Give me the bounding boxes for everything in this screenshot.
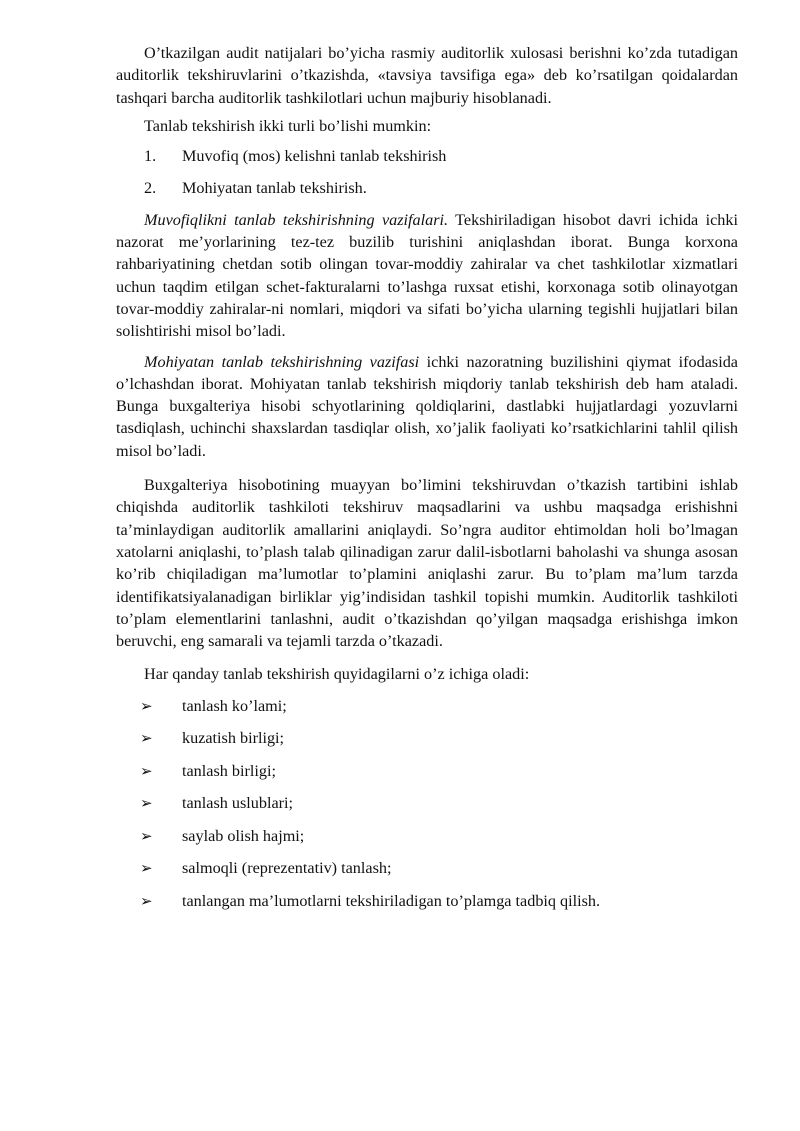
list-item-text: saylab olish hajmi; <box>182 826 305 845</box>
arrow-bullet-icon: ➢ <box>140 729 153 748</box>
arrow-bullet-icon: ➢ <box>140 891 153 910</box>
list-item-text: tanlash uslublari; <box>182 794 294 813</box>
list-item <box>116 145 738 167</box>
list-item <box>116 177 738 199</box>
sampling-components-list <box>116 695 738 912</box>
list-item-text: Muvofiq (mos) kelishni tanlab tekshirish <box>182 147 447 166</box>
list-item-text: tanlash ko’lami; <box>182 696 287 715</box>
list-item <box>116 890 738 912</box>
list-item-text: tanlangan ma’lumotlarni tekshiriladigan to’plamga tadbiq qilish. <box>182 891 601 910</box>
list-item <box>116 727 738 749</box>
arrow-bullet-icon: ➢ <box>140 794 153 813</box>
list-item <box>116 825 738 847</box>
paragraph-substantive-sampling <box>116 351 738 462</box>
paragraph-text: Tekshiriladigan hisobot davri ichida ichki nazorat me’yorlarining tez-tez buzilib turishini aniqlashdan iborat. Bunga korxona rahbariyatining chetdan sotib olingan tovar-moddiy zahiralar va chet tashkilotlar xizmatlari uchun taqdim etilgan schet-fakturalarni to’lashga ruxsat etishi, korxonaga sotib olinayotgan tovar-moddiy zahiralar-ni nomlari, miqdori va sifati bo’yicha ularning tegishli hujjatlari bilan solishtirishi misol bo’ladi. <box>116 210 738 341</box>
paragraph-audit-conclusion: O’tkazilgan audit natijalari bo’yicha rasmiy auditorlik xulosasi berishni ko’zda tutadigan auditorlik tekshiruvlarini o’tkazishda, «tavsiya tavsifiga ega» deb ko’rsatilgan qoidalardan tashqari barcha auditorlik tashkilotlari uchun majburiy hisoblanadi. <box>116 44 738 107</box>
list-item-text: salmoqli (reprezentativ) tanlash; <box>182 859 392 878</box>
paragraph-audit-procedure: Buxgalteriya hisobotining muayyan bo’limini tekshiruvdan o’tkazish tartibini ishlab chiqishda auditorlik tashkiloti tekshiruv maqsadlarini va ushbu maqsadga erishishni ta’minlaydigan auditorlik amallarini aniqlaydi. So’ngra auditor ehtimoldan holi bo’lmagan xatolarni aniqlashi, to’plash talab qilinadigan zarur dalil-isbotlarni baholashi va shunga asosan ko’rib chiqiladigan ma’lumotlar to’plamini aniqlashi zarur. Bu to’plam ma’lum tarzda identifikatsiyalanadigan birliklar yig’indisidan tashkil topishi mumkin. Auditorlik tashkiloti to’plam elementlarini tanlashni, audit o’tkazishdan qo’yilgan maqsadga erishishga imkon beruvchi, eng samarali va tejamli tarzda o’tkazadi. <box>116 476 738 651</box>
italic-lead: Mohiyatan tanlab tekshirishning vazifasi <box>144 352 420 371</box>
italic-lead: Muvofiqlikni tanlab tekshirishning vazifalari. <box>144 210 449 229</box>
paragraph-sampling-components-intro: Har qanday tanlab tekshirish quyidagilarni o’z ichiga oladi: <box>144 665 530 684</box>
arrow-bullet-icon: ➢ <box>140 826 153 845</box>
arrow-bullet-icon: ➢ <box>140 696 153 715</box>
list-number: 1. <box>144 147 157 166</box>
list-item <box>116 857 738 879</box>
document-page <box>116 42 738 922</box>
list-item-text: kuzatish birligi; <box>182 729 285 748</box>
list-item <box>116 792 738 814</box>
paragraph-compliance-sampling <box>116 209 738 343</box>
arrow-bullet-icon: ➢ <box>140 859 153 878</box>
paragraph-text: ichki nazoratning buzilishini qiymat ifodasida o’lchashdan iborat. Mohiyatan tanlab tekshirish miqdoriy tanlab tekshirish deb ham ataladi. Bunga buxgalteriya hisobi schyotlarining qoldiqlarini, dastlabki hujjatlardagi yozuvlarni tasdiqlash, uchinchi shaxslardan tasdiqlar olish, xo’jalik faoliyati ko’rsatkichlarini tahlil qilish misol bo’ladi. <box>116 352 738 460</box>
list-item <box>116 695 738 717</box>
paragraph-sampling-types-intro: Tanlab tekshirish ikki turli bo’lishi mumkin: <box>144 116 432 135</box>
list-item-text: Mohiyatan tanlab tekshirish. <box>182 178 367 197</box>
list-item-text: tanlash birligi; <box>182 761 276 780</box>
sampling-types-list <box>116 145 738 199</box>
list-number: 2. <box>144 178 157 197</box>
arrow-bullet-icon: ➢ <box>140 761 153 780</box>
list-item <box>116 760 738 782</box>
